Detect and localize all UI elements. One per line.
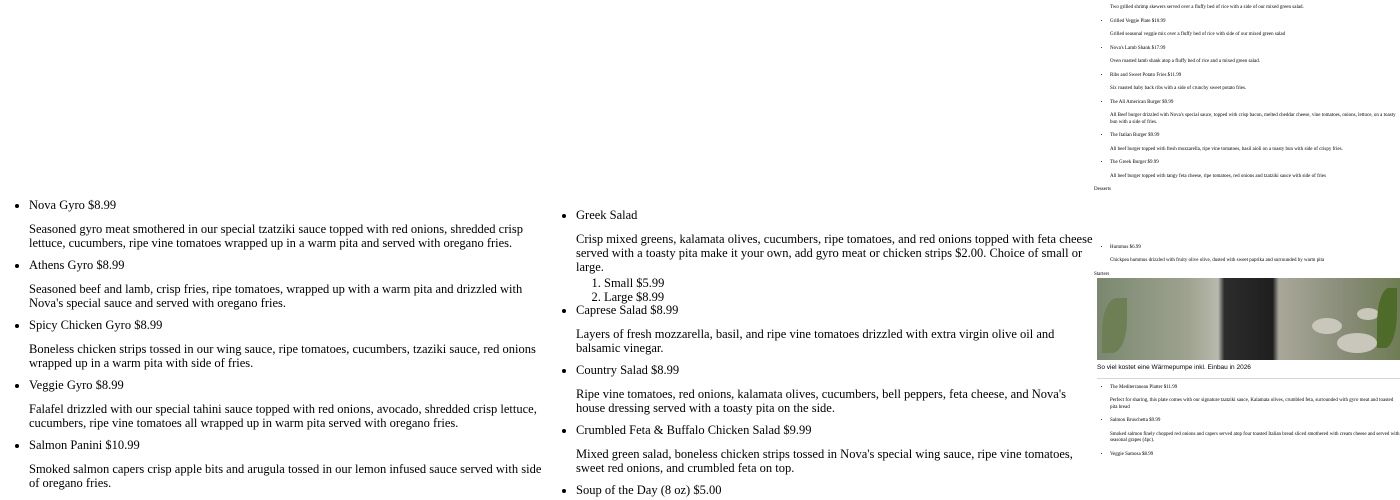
item-description: Perfect for sharing, this plate comes with our signature tzatziki sauce, Kalamata olives, crumbled feta, surrounded with gyro meat and toasted pita bread [1110, 398, 1394, 410]
gyro-list [0, 198, 548, 490]
ad-image[interactable] [1097, 278, 1400, 360]
item-name: • Country Salad $8.99 [576, 363, 680, 377]
item-description: Six roasted baby back ribs with a side of crunchy sweet potato fries. [1110, 86, 1247, 91]
list-item [1110, 19, 1400, 39]
stone-shape [1357, 308, 1379, 320]
item-description: All Beef burger drizzled with Nova's special sauce, topped with crisp bacon, melted cheddar cheese, vine tomatoes, onions, lettuce, on a toasty bun with a side of fries. [1110, 113, 1396, 125]
item-description: All beef burger topped with tangy feta cheese, ripe tomatoes, red onions and tzatziki sauce with side of fries [1110, 173, 1326, 179]
list-item [1110, 133, 1400, 153]
list-item [1110, 452, 1400, 459]
item-name: • Spicy Chicken Gyro $8.99 [29, 318, 163, 332]
gyro-menu-section [0, 198, 548, 498]
item-name: • Crumbled Feta & Buffalo Chicken Salad $9.99 [576, 423, 812, 437]
list-item [29, 198, 548, 250]
item-description: Seasoned gyro meat smothered in our special tzatziki sauce topped with red onions, shredded crisp lettuce, cucumbers, ripe vine tomatoes wrapped up in a warm pita and served with oregano fries. [29, 222, 523, 250]
starters-list [1094, 385, 1400, 459]
list-item [576, 363, 1093, 415]
plant-shape [1102, 298, 1127, 353]
list-item [1110, 385, 1400, 412]
item-name: • Soup of the Day (8 oz) $5.00 [576, 483, 722, 497]
item-description: Grilled seasonal veggie mix over a fluffy bed of rice with side of our mixed green salad [1110, 32, 1286, 37]
salad-menu-section [548, 208, 1093, 499]
item-description: Smoked salmon capers crisp apple bits and arugula tossed in our lemon infused sauce served with side of oregano fries. [29, 462, 542, 490]
list-item [1110, 245, 1400, 265]
ad-caption[interactable]: So viel kostet eine Wärmepumpe inkl. Einbau in 2026 [1097, 364, 1251, 371]
plates-list [1094, 5, 1400, 180]
item-name: • Hummus $6.99 [1110, 244, 1141, 250]
list-item [576, 303, 1093, 355]
list-item [576, 483, 1093, 499]
item-name: • Salmon Bruschetta $9.99 [1110, 418, 1161, 423]
size-option: 1. Small $5.99 [604, 276, 1093, 290]
item-description: Seasoned beef and lamb, crisp fries, ripe tomatoes, wrapped up with a warm pita and drizzled with Nova's special sauce and served with oregano fries. [29, 282, 523, 310]
item-name: • The Greek Burger $9.99 [1110, 160, 1159, 165]
item-name: • Veggie Samosa $8.99 [1110, 451, 1154, 457]
item-name: • Greek Salad [576, 208, 638, 222]
size-options-list [576, 276, 1093, 303]
list-item [576, 423, 1093, 475]
item-name: • Ribs and Sweet Potato Fries $11.99 [1110, 72, 1182, 78]
item-description: Chickpea hummus drizzled with fruity olive olive, dusted with sweet paprika and surrounded by warm pita [1110, 258, 1325, 263]
item-description: Two grilled shrimp skewers served over a fluffy bed of rice with a side of our mixed green salad. [1110, 5, 1304, 10]
item-description: Oven roasted lamb shank atop a fluffy bed of rice and a mixed green salad. [1110, 59, 1260, 64]
list-item [29, 438, 548, 490]
item-description: Smoked salmon finely chopped red onions and capers served atop four toasted Italian bread sliced smothered with cream cheese and served with seasonal grapes (4pc). [1110, 431, 1400, 443]
item-name: • Nova Gyro $8.99 [29, 198, 117, 212]
list-item [29, 318, 548, 370]
stone-shape [1312, 318, 1342, 334]
plates-starters-column [1094, 0, 1400, 500]
list-item [1110, 418, 1400, 445]
item-description: Layers of fresh mozzarella, basil, and ripe vine tomatoes drizzled with extra virgin olive oil and balsamic vinegar. [576, 327, 1055, 355]
item-description: Crisp mixed greens, kalamata olives, cucumbers, ripe tomatoes, and red onions topped with feta cheese served with a toasty pita make it your own, add gyro meat or chicken strips $2.00. Choice of small or large. [576, 232, 1093, 274]
plant-shape [1377, 288, 1397, 348]
list-item [1110, 100, 1400, 127]
list-item [1110, 160, 1400, 180]
list-item [1110, 46, 1400, 66]
item-name: • Nova's Lamb Shank $17.99 [1110, 45, 1166, 51]
salad-list [548, 208, 1093, 499]
item-description: Boneless chicken strips tossed in our wing sauce, ripe tomatoes, cucumbers, tzaziki sauce, red onions wrapped up in a warm pita with side of fries. [29, 342, 536, 370]
hummus-list [1094, 245, 1400, 265]
list-item [1110, 73, 1400, 93]
item-description: Falafel drizzled with our special tahini sauce topped with red onions, avocado, shredded crisp lettuce, cucumbers, ripe vine tomatoes all wrapped up in warm pita served with oregano fries. [29, 402, 537, 430]
item-description: All beef burger topped with fresh mozzarella, ripe vine tomatoes, basil aioli on a toasty bun with side of crispy fries. [1110, 146, 1343, 152]
item-name: • Athens Gyro $8.99 [29, 258, 125, 272]
item-name: • The All American Burger $9.99 [1110, 99, 1174, 105]
list-item [29, 258, 548, 310]
item-description: Mixed green salad, boneless chicken strips tossed in Nova's special wing sauce, ripe vine tomatoes, sweet red onions, and crumbled feta on top. [576, 447, 1073, 475]
item-name: • Veggie Gyro $8.99 [29, 378, 124, 392]
list-item [1110, 5, 1400, 12]
list-item [29, 378, 548, 430]
section-heading-desserts: Desserts [1094, 187, 1111, 192]
item-name: • The Mediterranean Platter $11.99 [1110, 384, 1178, 390]
divider [1097, 378, 1400, 379]
stone-shape [1337, 333, 1377, 353]
item-description: Ripe vine tomatoes, red onions, kalamata olives, cucumbers, bell peppers, feta cheese, and Nova's house dressing served with a toasty pita on the side. [576, 387, 1066, 415]
advertisement[interactable] [1097, 278, 1400, 379]
item-name: • Caprese Salad $8.99 [576, 303, 679, 317]
item-name: • Grilled Veggie Plate $10.99 [1110, 18, 1166, 24]
size-option: 2. Large $8.99 [604, 290, 1093, 304]
list-item [576, 208, 1093, 303]
item-name: • Salmon Panini $10.99 [29, 438, 140, 452]
spacer [1094, 194, 1400, 245]
item-name: • The Italian Burger $9.99 [1110, 133, 1160, 138]
section-heading-starters: Starters [1094, 271, 1110, 277]
